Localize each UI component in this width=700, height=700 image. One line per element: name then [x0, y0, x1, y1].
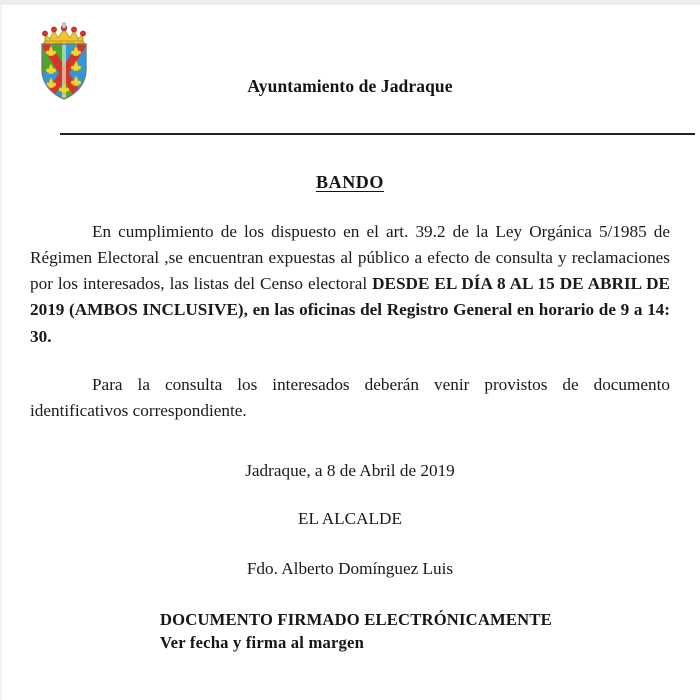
document-headline: BANDO	[315, 172, 384, 192]
headline-container	[30, 172, 670, 193]
signature-signer-name: Fdo. Alberto Domínguez Luis	[246, 558, 454, 578]
organization-title: Ayuntamiento de Jadraque	[247, 76, 453, 96]
signature-role: EL ALCALDE	[298, 508, 402, 528]
letterhead	[30, 0, 670, 110]
paragraph-identification	[30, 372, 670, 424]
identification-text: Para la consulta los interesados deberán venir provistos de documento identificativos correspondiente.	[30, 374, 670, 420]
census-text-bold: DESDE EL DÍA 8 AL 15 DE ABRIL DE 2019 (AMBOS INCLUSIVE), en las oficinas del Registro General en horario de 9 a 14: 30.	[30, 274, 670, 346]
electronic-signature-line-1: DOCUMENTO FIRMADO ELECTRÓNICAMENTE	[160, 610, 552, 630]
electronic-signature-note	[30, 609, 670, 654]
census-text-regular: En cumplimiento de los dispuesto en el art. 39.2 de la Ley Orgánica 5/1985 de Régimen Electoral ,se encuentran expuestas al público a efecto de consulta y reclamaciones por los interesados, las listas del Censo electoral	[30, 222, 670, 294]
paragraph-census	[30, 219, 670, 350]
signature-block	[30, 458, 670, 581]
document-body	[30, 219, 670, 424]
letterhead-divider	[60, 133, 695, 135]
electronic-signature-line-2: Ver fecha y firma al margen	[160, 632, 365, 652]
crown-part	[42, 23, 85, 46]
signature-place-and-date: Jadraque, a 8 de Abril de 2019	[245, 460, 455, 480]
